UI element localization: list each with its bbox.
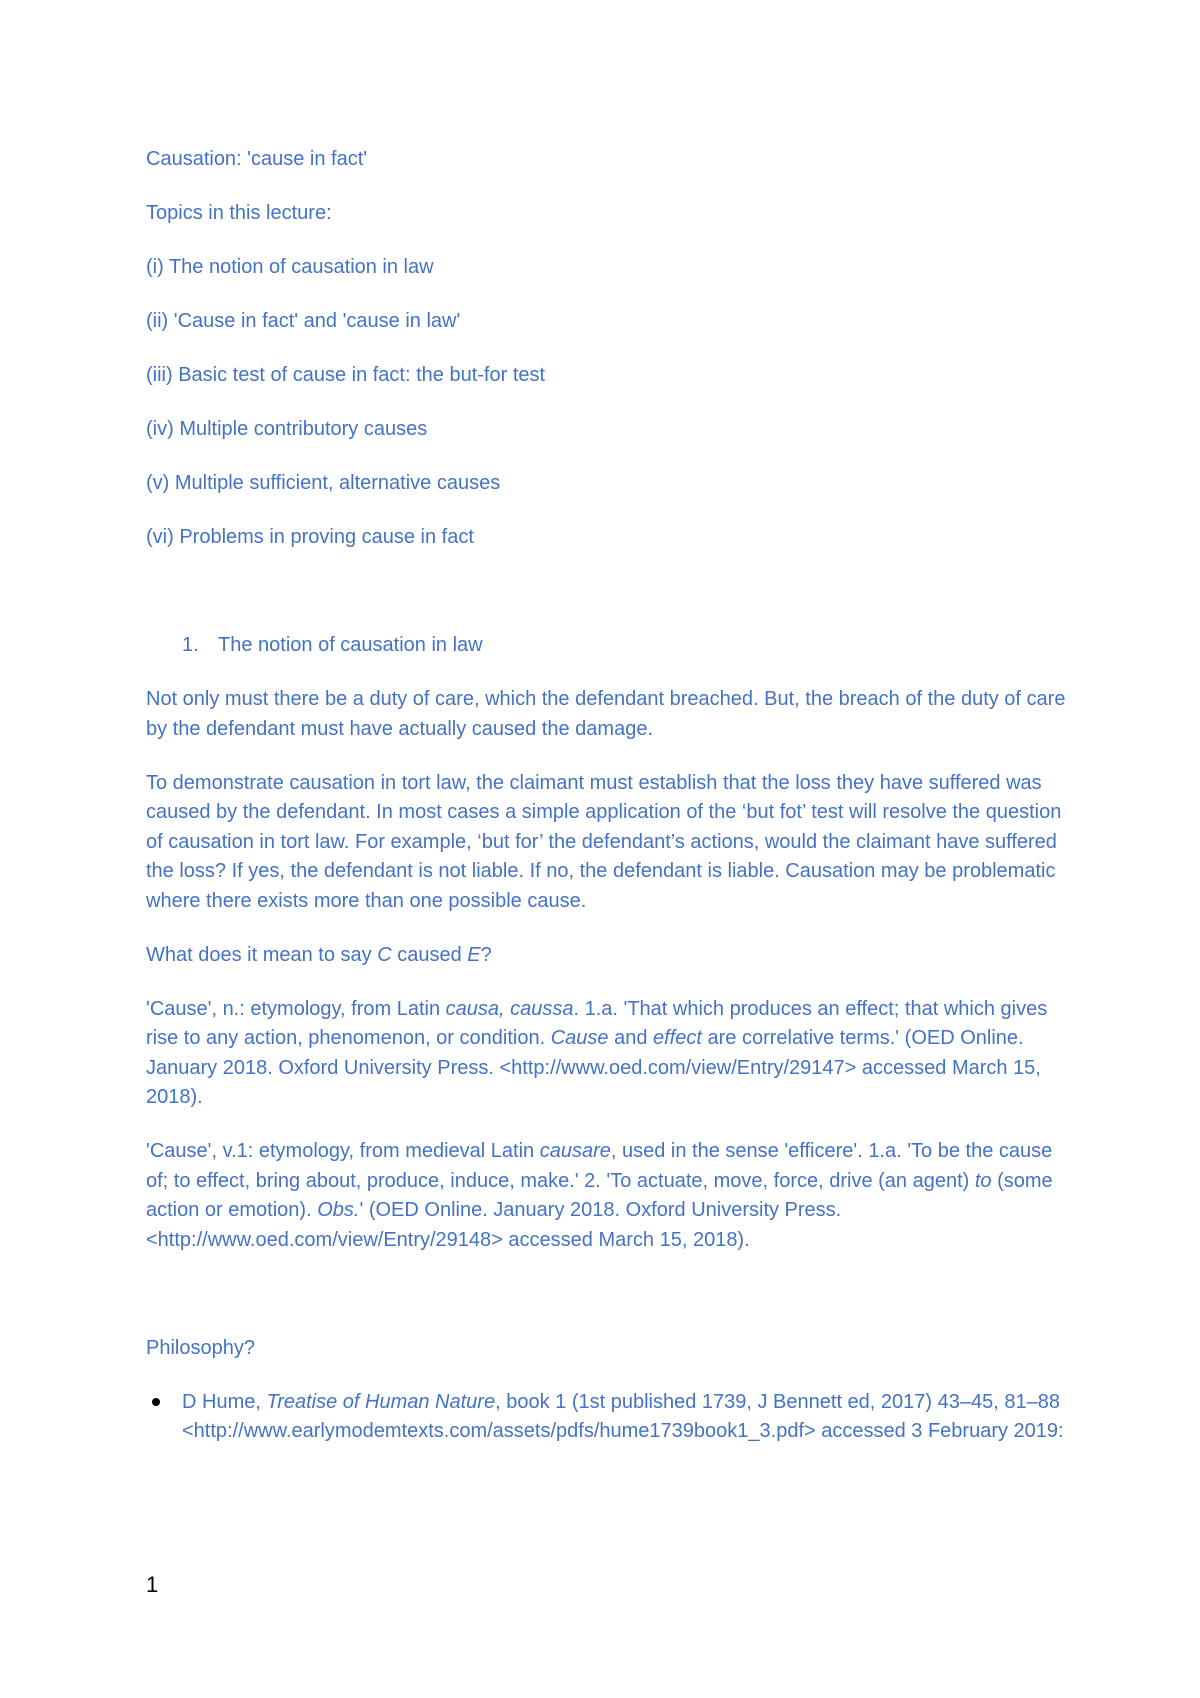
- topic-item: (vi) Problems in proving cause in fact: [146, 526, 474, 548]
- definition-text: are correlative terms.' (OED Online. January 2018. Oxford University Press. <http://www.oed.com/view/Entry/29147> accessed March 15, 2018).: [146, 1027, 1041, 1108]
- paragraph-but-for-test: To demonstrate causation in tort law, the claimant must establish that the loss they have suffered was caused by the defendant. In most cases a simple application of the ‘but fot’ test will resolve the question of causation in tort law. For example, ‘but for’ the defendant’s actions, would the claimant have suffered the loss? If yes, the defendant is not liable. If no, the defendant is liable. Causation may be problematic where there exists more than one possible cause.: [146, 771, 1062, 912]
- definition-italic: to: [974, 1169, 992, 1192]
- document-title: Causation: 'cause in fact': [146, 148, 368, 170]
- definition-text: and: [608, 1027, 653, 1049]
- spacer: [146, 577, 1066, 631]
- definition-text: , used in the sense 'efficere'. 1.a. 'To be the cause of; to effect, bring about, produce, induce, make.' 2. 'To actuate, move, force, drive (an agent): [146, 1140, 1053, 1192]
- bullet-text: D Hume,: [182, 1390, 267, 1413]
- definition-italic: causa, caussa: [445, 997, 574, 1020]
- paragraph-duty-of-care: Not only must there be a duty of care, which the defendant breached. But, the breach of the duty of care by the defendant must have actually caused the damage.: [146, 688, 1066, 740]
- definition-cause-noun: [146, 995, 1066, 1113]
- definition-italic: Obs.: [317, 1199, 360, 1221]
- definition-italic: Cause: [550, 1027, 609, 1049]
- bullet-text: , book 1 (1st published 1739, J Bennett ed, 2017) 43–45, 81–88 <http://www.earlymodemtexts.com/assets/pdfs/hume1739book1_3.pdf> accessed 3 February 2019:: [182, 1390, 1064, 1442]
- section-heading-text: The notion of causation in law: [218, 634, 483, 656]
- document-body: [146, 145, 1066, 1471]
- question-text: ?: [480, 943, 492, 966]
- topic-item: (ii) 'Cause in fact' and 'cause in law': [146, 310, 461, 332]
- question-text: caused: [391, 943, 468, 966]
- topics-heading: Topics in this lecture:: [146, 202, 332, 224]
- topic-item: (iii) Basic test of cause in fact: the but-for test: [146, 364, 546, 386]
- section-number: 1.: [182, 634, 199, 656]
- spacer: [146, 1280, 1066, 1334]
- definition-cause-verb: [146, 1137, 1066, 1255]
- question-text: What does it mean to say: [146, 943, 378, 966]
- question-c: C: [377, 943, 392, 966]
- topic-item: (v) Multiple sufficient, alternative causes: [146, 472, 501, 494]
- section-heading-1: [146, 631, 1066, 661]
- bullet-italic: Treatise of Human Nature: [266, 1390, 496, 1413]
- bullet-item-hume: [146, 1388, 1066, 1447]
- question-causation: [146, 941, 1066, 971]
- philosophy-heading: Philosophy?: [146, 1336, 255, 1359]
- bullet-icon: [152, 1398, 160, 1406]
- definition-text: 'Cause', n.: etymology, from Latin: [146, 997, 446, 1020]
- definition-text: (some action or emotion).: [146, 1169, 1053, 1221]
- topics-list: [146, 253, 1066, 553]
- definition-italic: effect: [653, 1027, 702, 1049]
- topic-item: (i) The notion of causation in law: [146, 256, 434, 278]
- definition-text: 'Cause', v.1: etymology, from medieval Latin: [146, 1140, 540, 1162]
- definition-italic: causare: [539, 1140, 611, 1162]
- definition-text: . 1.a. 'That which produces an effect; that which gives rise to any action, phenomenon, or condition.: [146, 997, 1048, 1049]
- definition-text: ' (OED Online. January 2018. Oxford University Press. <http://www.oed.com/view/Entry/29148> accessed March 15, 2018).: [146, 1199, 842, 1251]
- topic-item: (iv) Multiple contributory causes: [146, 418, 428, 440]
- page-number: 1: [146, 1572, 159, 1597]
- question-e: E: [467, 943, 481, 966]
